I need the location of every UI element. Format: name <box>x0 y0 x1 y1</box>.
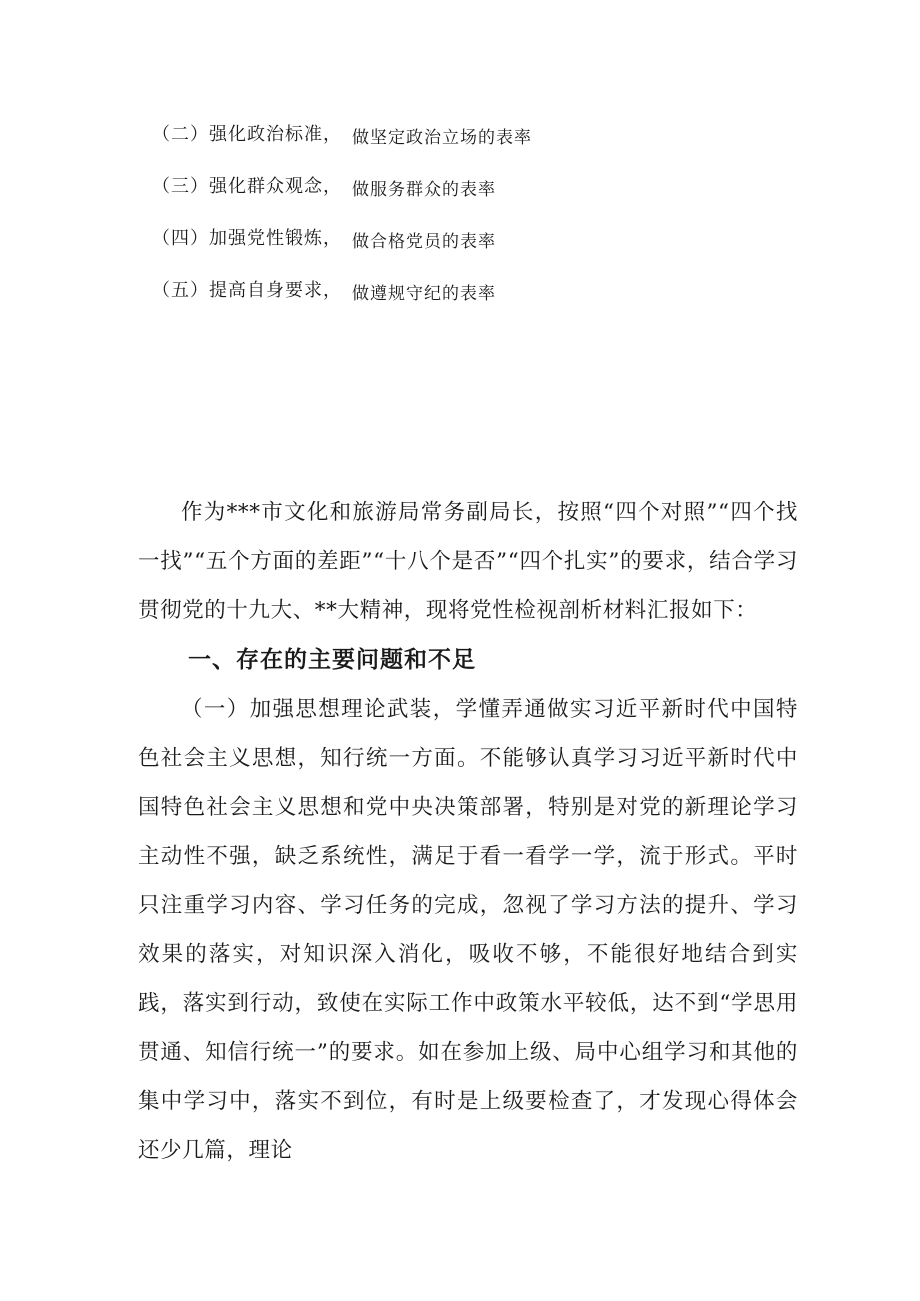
outline-item <box>152 118 712 170</box>
outline-item-subheading: 做服务群众的表率 <box>352 180 496 200</box>
outline-item <box>152 170 712 222</box>
outline-item-subheading: 做遵规守纪的表率 <box>352 284 496 304</box>
outline-item-heading: （二）强化政治标准， <box>152 124 342 145</box>
outline-item-heading: （四）加强党性锻炼， <box>152 228 342 249</box>
outline-item <box>152 222 712 274</box>
intro-paragraph: 作为***市文化和旅游局常务副局长，按照“四个对照”“四个找一找”“五个方面的差距”“十八个是否”“四个扎实”的要求，结合学习贯彻党的十九大、**大精神，现将党性检视剖析材料汇报如下： <box>138 500 798 623</box>
outline-list <box>152 118 712 304</box>
section-paragraph: （一）加强思想理论武装，学懂弄通做实习近平新时代中国特色社会主义思想，知行统一方面。不能够认真学习习近平新时代中国特色社会主义思想和党中央决策部署，特别是对党的新理论学习主动性不强，缺乏系统性，满足于看一看学一学，流于形式。平时只注重学习内容、学习任务的完成，忽视了学习方法的提升、学习效果的落实，对知识深入消化，吸收不够，不能很好地结合到实践，落实到行动，致使在实际工作中政策水平较低，达不到“学思用贯通、知信行统一”的要求。如在参加上级、局中心组学习和其他的集中学习中，落实不到位，有时是上级要检查了，才发现心得体会还少几篇，理论 <box>138 697 798 1163</box>
outline-item <box>152 274 712 326</box>
outline-item-subheading: 做坚定政治立场的表率 <box>352 128 532 148</box>
document-body <box>138 488 798 1175</box>
outline-item-subheading: 做合格党员的表率 <box>352 232 496 252</box>
section-heading: 一、存在的主要问题和不足 <box>188 647 476 673</box>
outline-item-heading: （五）提高自身要求， <box>152 280 342 301</box>
outline-item-heading: （三）强化群众观念， <box>152 176 342 197</box>
